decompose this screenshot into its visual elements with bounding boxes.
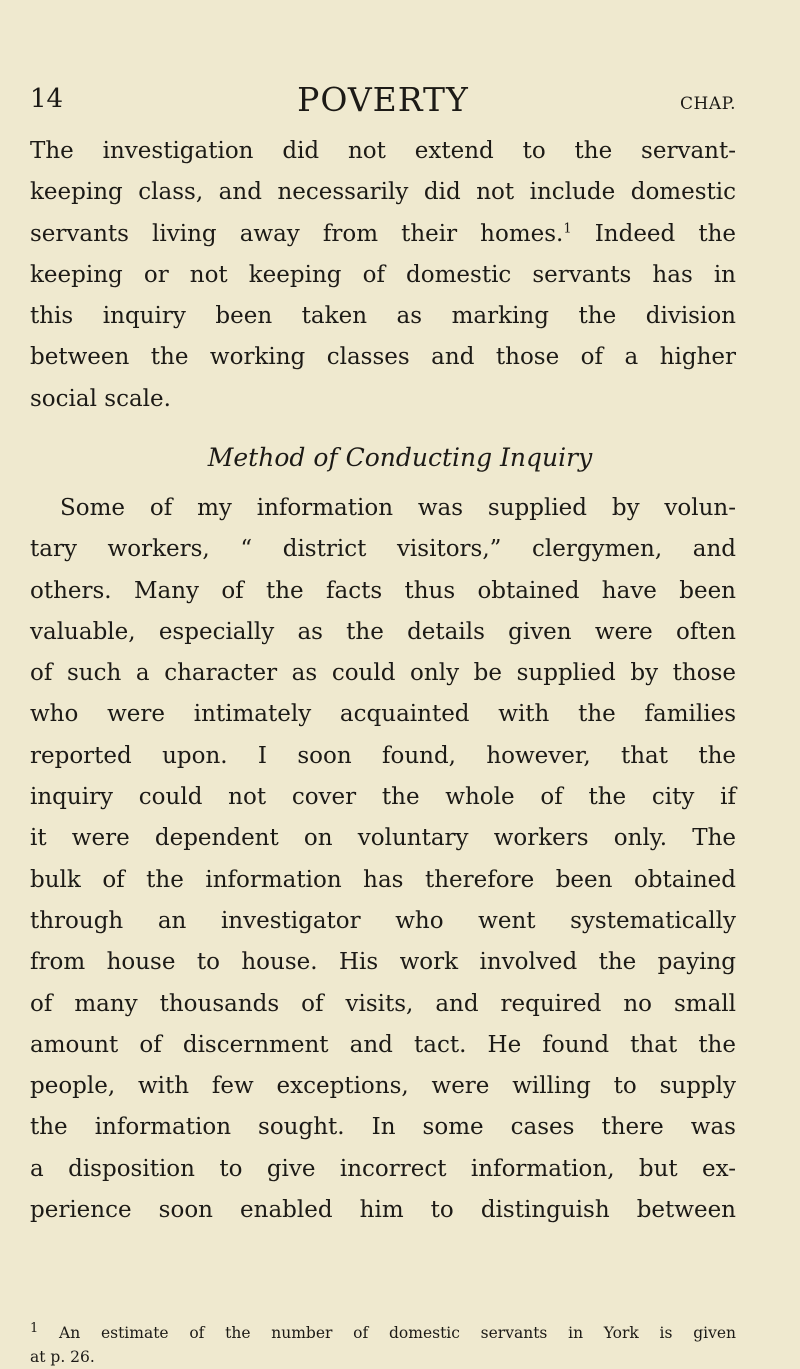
text-line: keeping or not keeping of domestic servants has in [30,261,736,288]
footnote-line [30,1321,736,1345]
text-fragment: servants living away from their homes. [30,220,564,247]
text-line [30,214,736,255]
text-line: amount of discernment and tact. He found that the [30,1031,736,1058]
text-line: of many thousands of visits, and required no small [30,990,736,1017]
footnote-text: An estimate of the number of domestic servants in York is given [59,1324,736,1342]
footnote-reference: 1 [563,220,572,236]
paragraph-method [30,488,736,1231]
text-line: who were intimately acquainted with the families [30,701,736,728]
text-line: social scale. [30,385,171,412]
text-line: people, with few exceptions, were willing to supply [30,1073,736,1100]
text-line: keeping class, and necessarily did not include domestic [30,179,736,206]
text-line: Some of my information was supplied by volun- [60,495,736,521]
text-line: perience soon enabled him to distinguish between [30,1197,736,1224]
text-line: from house to house. His work involved the paying [30,949,736,976]
text-line: of such a character as could only be supplied by those [30,660,736,687]
text-line: the information sought. In some cases there was [30,1114,736,1141]
text-line: The investigation did not extend to the servant- [30,138,736,164]
text-line: others. Many of the facts thus obtained have been [30,577,736,604]
paragraph-servant-keeping [30,131,736,420]
footnote-marker: 1 [30,1320,39,1336]
text-line: a disposition to give incorrect information, but ex- [30,1155,736,1182]
text-line: valuable, especially as the details given were often [30,618,736,645]
text-line: through an investigator who went systematically [30,907,736,934]
page-header [30,80,736,120]
chapter-label: CHAP. [679,94,736,114]
text-line: inquiry could not cover the whole of the city if [30,784,736,811]
text-line: between the working classes and those of a higher [30,344,736,371]
footnote [30,1321,736,1369]
text-line: it were dependent on voluntary workers only. The [30,825,736,852]
text-fragment: Indeed the [594,220,736,247]
section-heading: Method of Conducting Inquiry [207,443,593,472]
page-number: 14 [30,84,64,114]
running-head: POVERTY [297,80,469,119]
text-line: bulk of the information has therefore been obtained [30,866,736,893]
footnote-line: at p. 26. [30,1348,95,1366]
text-line: reported upon. I soon found, however, that the [30,742,736,769]
text-line: this inquiry been taken as marking the division [30,303,736,330]
text-line: tary workers, “ district visitors,” clergymen, and [30,536,736,563]
